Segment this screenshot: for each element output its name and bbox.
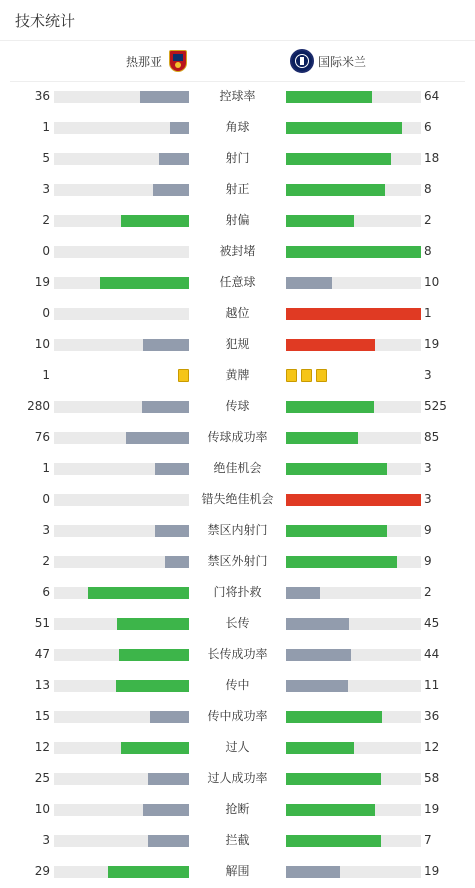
stat-label: 抢断 [225, 802, 250, 816]
away-stat-bar-fill [286, 742, 354, 754]
home-stat-bar [54, 401, 189, 413]
home-stat-value: 47 [34, 647, 50, 661]
away-stat-bar-fill [286, 401, 374, 413]
genoa-crest-icon [169, 50, 187, 72]
page-title: 技术统计 [15, 12, 76, 30]
home-stat-value: 76 [34, 430, 50, 444]
home-stat-bar [54, 91, 189, 103]
away-stat-bar-fill [286, 184, 385, 196]
home-stat-bar-fill [148, 773, 189, 785]
stat-label: 过人 [225, 740, 250, 754]
away-stat-bar-fill [286, 618, 349, 630]
stat-row [0, 422, 475, 453]
away-stat-bar [286, 184, 421, 196]
home-stat-bar [54, 215, 189, 227]
stat-label: 任意球 [219, 275, 256, 289]
stat-row [0, 577, 475, 608]
home-stat-value: 2 [42, 554, 50, 568]
stat-row [0, 825, 475, 856]
stat-label: 传球 [225, 399, 250, 413]
home-stat-bar [54, 277, 189, 289]
away-stat-bar [286, 308, 421, 320]
away-stat-value: 36 [424, 709, 440, 723]
away-stat-value: 85 [424, 430, 440, 444]
home-stat-value: 0 [42, 306, 50, 320]
stat-row [0, 329, 475, 360]
home-stat-bar-fill [108, 866, 189, 878]
home-stat-value: 10 [34, 802, 50, 816]
stat-label: 拦截 [225, 833, 250, 847]
stat-row [0, 608, 475, 639]
inter-crest-icon [290, 49, 314, 73]
stat-label: 长传 [225, 616, 250, 630]
home-stat-bar [54, 463, 189, 475]
away-stat-value: 58 [424, 771, 440, 785]
away-stat-value: 3 [424, 492, 432, 506]
away-stat-bar [286, 680, 421, 692]
stat-row [0, 515, 475, 546]
away-team[interactable] [290, 49, 366, 73]
away-stat-bar [286, 494, 421, 506]
stat-label: 传球成功率 [207, 430, 268, 444]
home-stat-bar-fill [121, 742, 189, 754]
home-stat-bar [54, 711, 189, 723]
away-stat-value: 7 [424, 833, 432, 847]
away-yellow-cards [286, 369, 327, 382]
home-stat-value: 12 [34, 740, 50, 754]
away-stat-bar [286, 153, 421, 165]
home-stat-bar-fill [88, 587, 189, 599]
away-stat-value: 11 [424, 678, 440, 692]
home-stat-bar [54, 556, 189, 568]
away-stat-bar-fill [286, 804, 375, 816]
stat-label: 黄牌 [225, 368, 250, 382]
home-stat-value: 5 [42, 151, 50, 165]
home-stat-value: 13 [34, 678, 50, 692]
home-stat-bar-fill [119, 649, 189, 661]
home-stat-bar-fill [155, 525, 189, 537]
stats-list [0, 81, 475, 887]
yellow-card-icon [178, 369, 189, 382]
stat-row [0, 856, 475, 887]
away-stat-bar [286, 525, 421, 537]
home-stat-value: 25 [34, 771, 50, 785]
away-stat-bar-fill [286, 463, 387, 475]
away-stat-bar [286, 401, 421, 413]
stat-label: 控球率 [219, 89, 256, 103]
home-stat-bar [54, 773, 189, 785]
stat-label: 射偏 [225, 213, 250, 227]
stat-row [0, 143, 475, 174]
away-stat-value: 525 [424, 399, 447, 413]
away-stat-value: 2 [424, 213, 432, 227]
away-stat-bar [286, 122, 421, 134]
yellow-card-icon [316, 369, 327, 382]
home-stat-bar [54, 153, 189, 165]
stat-row [0, 391, 475, 422]
home-stat-value: 3 [42, 182, 50, 196]
home-stat-bar [54, 618, 189, 630]
away-stat-bar [286, 556, 421, 568]
home-stat-bar-fill [153, 184, 189, 196]
away-stat-bar-fill [286, 308, 421, 320]
stat-row [0, 205, 475, 236]
away-stat-bar-fill [286, 494, 421, 506]
away-stat-bar [286, 277, 421, 289]
home-stat-bar-fill [140, 91, 189, 103]
home-stat-bar-fill [170, 122, 189, 134]
stat-label: 射正 [225, 182, 250, 196]
home-stat-bar [54, 525, 189, 537]
away-stat-bar [286, 649, 421, 661]
home-stat-value: 15 [34, 709, 50, 723]
away-stat-bar [286, 711, 421, 723]
home-stat-value: 29 [34, 864, 50, 878]
home-stat-value: 3 [42, 833, 50, 847]
away-stat-bar-fill [286, 835, 381, 847]
away-team-name: 国际米兰 [318, 54, 367, 69]
away-stat-value: 19 [424, 864, 440, 878]
away-stat-value: 8 [424, 182, 432, 196]
home-stat-value: 1 [42, 120, 50, 134]
away-stat-value: 12 [424, 740, 440, 754]
away-stat-bar [286, 587, 421, 599]
away-stat-bar-fill [286, 153, 391, 165]
home-stat-bar [54, 246, 189, 258]
home-stat-bar-fill [148, 835, 189, 847]
away-stat-bar [286, 91, 421, 103]
away-stat-value: 45 [424, 616, 440, 630]
stat-row [0, 670, 475, 701]
away-stat-bar-fill [286, 215, 354, 227]
stat-label: 解围 [225, 864, 250, 878]
stat-row [0, 732, 475, 763]
home-stat-bar [54, 122, 189, 134]
stat-row [0, 484, 475, 515]
home-stat-value: 19 [34, 275, 50, 289]
yellow-card-icon [301, 369, 312, 382]
home-stat-bar-fill [121, 215, 189, 227]
away-stat-bar-fill [286, 122, 402, 134]
home-stat-bar [54, 649, 189, 661]
stat-row [0, 639, 475, 670]
home-stat-bar-fill [117, 618, 189, 630]
stat-row [0, 81, 475, 112]
away-stat-bar-fill [286, 432, 358, 444]
stat-label: 禁区外射门 [207, 554, 268, 568]
home-stat-bar [54, 339, 189, 351]
away-stat-bar-fill [286, 587, 320, 599]
home-stat-bar-fill [143, 339, 189, 351]
away-stat-bar-fill [286, 680, 348, 692]
home-stat-bar [54, 866, 189, 878]
away-stat-bar-fill [286, 277, 332, 289]
stat-label: 越位 [225, 306, 250, 320]
stat-label: 传中成功率 [207, 709, 268, 723]
stat-row [0, 112, 475, 143]
away-stat-value: 19 [424, 802, 440, 816]
away-stat-bar [286, 866, 421, 878]
away-stat-bar [286, 773, 421, 785]
away-stat-bar [286, 835, 421, 847]
away-stat-value: 2 [424, 585, 432, 599]
away-stat-bar [286, 432, 421, 444]
home-stat-value: 0 [42, 492, 50, 506]
home-stat-bar [54, 494, 189, 506]
stat-label: 角球 [225, 120, 250, 134]
home-stat-bar-fill [126, 432, 189, 444]
stat-label: 门将扑救 [213, 585, 262, 599]
home-stat-value: 36 [34, 89, 50, 103]
home-stat-value: 51 [34, 616, 50, 630]
away-stat-value: 9 [424, 523, 432, 537]
stat-row [0, 174, 475, 205]
away-stat-bar [286, 246, 421, 258]
home-stat-value: 10 [34, 337, 50, 351]
away-stat-bar [286, 742, 421, 754]
home-stat-value: 280 [27, 399, 50, 413]
teams-header [10, 41, 465, 82]
away-stat-value: 9 [424, 554, 432, 568]
home-stat-bar-fill [116, 680, 189, 692]
stat-row [0, 360, 475, 391]
stat-row [0, 267, 475, 298]
stat-label: 禁区内射门 [207, 523, 268, 537]
stat-label: 长传成功率 [207, 647, 268, 661]
away-stat-bar-fill [286, 649, 351, 661]
home-stat-value: 2 [42, 213, 50, 227]
away-stat-value: 3 [424, 461, 432, 475]
home-team-name: 热那亚 [126, 54, 163, 69]
home-stat-value: 3 [42, 523, 50, 537]
home-stat-bar [54, 308, 189, 320]
away-stat-bar [286, 804, 421, 816]
home-stat-bar [54, 184, 189, 196]
home-stat-bar [54, 680, 189, 692]
away-stat-bar-fill [286, 246, 421, 258]
home-stat-bar-fill [143, 804, 189, 816]
yellow-card-icon [286, 369, 297, 382]
away-stat-value: 1 [424, 306, 432, 320]
home-stat-value: 1 [42, 461, 50, 475]
header [0, 0, 475, 41]
home-stat-bar-fill [159, 153, 189, 165]
stat-row [0, 701, 475, 732]
away-stat-value: 10 [424, 275, 440, 289]
stat-row [0, 236, 475, 267]
stat-label: 传中 [225, 678, 250, 692]
stat-row [0, 298, 475, 329]
home-stat-bar-fill [155, 463, 189, 475]
away-stat-bar [286, 339, 421, 351]
away-stat-bar-fill [286, 866, 340, 878]
stat-label: 犯规 [225, 337, 250, 351]
home-stat-bar [54, 587, 189, 599]
home-yellow-cards [178, 369, 189, 382]
stat-label: 绝佳机会 [213, 461, 262, 475]
stat-row [0, 546, 475, 577]
home-stat-value: 0 [42, 244, 50, 258]
home-stat-bar [54, 835, 189, 847]
stat-row [0, 453, 475, 484]
stat-label: 过人成功率 [207, 771, 268, 785]
away-stat-bar-fill [286, 773, 381, 785]
away-stat-value: 19 [424, 337, 440, 351]
away-stat-value: 6 [424, 120, 432, 134]
away-stat-value: 3 [424, 368, 432, 382]
away-stat-bar-fill [286, 556, 397, 568]
home-stat-bar [54, 804, 189, 816]
home-stat-bar-fill [142, 401, 189, 413]
home-stat-bar [54, 432, 189, 444]
away-stat-bar [286, 618, 421, 630]
home-stat-bar-fill [150, 711, 189, 723]
away-stat-bar-fill [286, 525, 387, 537]
away-stat-bar [286, 463, 421, 475]
home-stat-bar-fill [100, 277, 189, 289]
away-stat-value: 18 [424, 151, 440, 165]
away-stat-bar [286, 215, 421, 227]
stat-row [0, 763, 475, 794]
away-stat-bar-fill [286, 711, 382, 723]
stat-label: 错失绝佳机会 [201, 492, 274, 506]
stat-row [0, 794, 475, 825]
home-team[interactable] [126, 49, 187, 73]
home-stat-bar-fill [165, 556, 189, 568]
home-stat-bar [54, 742, 189, 754]
home-stat-value: 6 [42, 585, 50, 599]
away-stat-value: 64 [424, 89, 440, 103]
stat-label: 被封堵 [219, 244, 256, 258]
home-stat-value: 1 [42, 368, 50, 382]
away-stat-bar-fill [286, 339, 375, 351]
stat-label: 射门 [225, 151, 250, 165]
away-stat-bar-fill [286, 91, 372, 103]
away-stat-value: 8 [424, 244, 432, 258]
away-stat-value: 44 [424, 647, 440, 661]
